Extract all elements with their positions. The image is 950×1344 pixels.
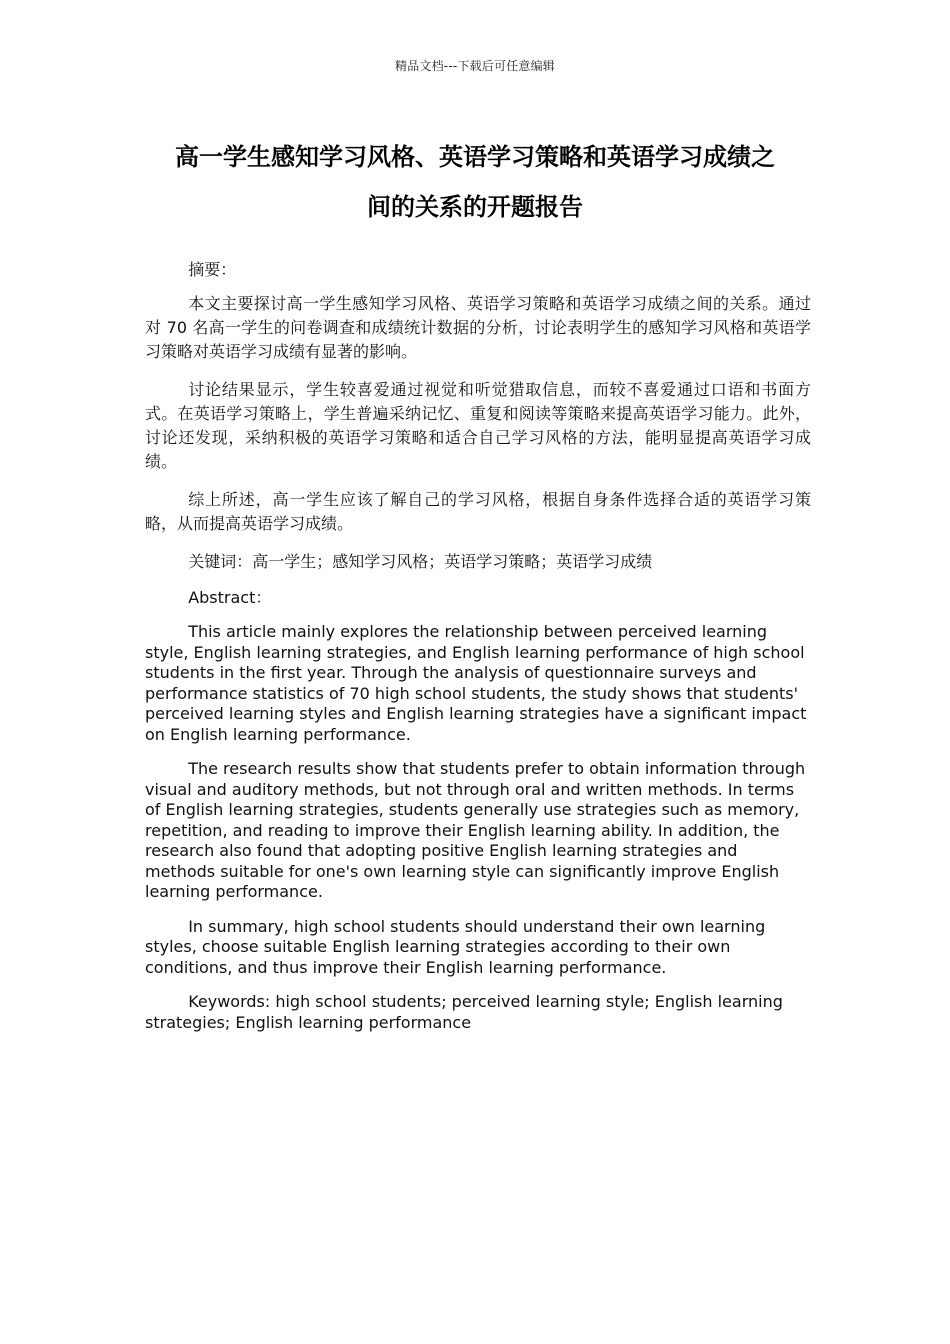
keywords-en: Keywords: high school students; perceived learning style; English learning strategies; English learning performance <box>145 992 783 1032</box>
title-line-2: 间的关系的开题报告 <box>367 193 583 221</box>
document-body <box>145 258 811 1047</box>
abstract-cn-paragraph-2: 讨论结果显示，学生较喜爱通过视觉和听觉猎取信息，而较不喜爱通过口语和书面方式。在英语学习策略上，学生普遍采纳记忆、重复和阅读等策略来提高英语学习能力。此外，讨论还发现，采纳积极的英语学习策略和适合自己学习风格的方法，能明显提高英语学习成绩。 <box>145 380 811 471</box>
abstract-cn-label: 摘要： <box>188 260 237 279</box>
page-header: 精品文档---下载后可任意编辑 <box>395 59 555 73</box>
document-title <box>120 132 830 232</box>
abstract-cn-paragraph-3: 综上所述，高一学生应该了解自己的学习风格，根据自身条件选择合适的英语学习策略，从而提高英语学习成绩。 <box>145 490 811 533</box>
abstract-en-paragraph-3: In summary, high school students should understand their own learning styles, choose suitable English learning strategies according to their own conditions, and thus improve their English learning performance. <box>145 916 766 977</box>
keywords-cn: 关键词：高一学生；感知学习风格；英语学习策略；英语学习成绩 <box>188 552 653 571</box>
abstract-en-paragraph-2: The research results show that students prefer to obtain information through visual and auditory methods, but not through oral and written methods. In terms of English learning strategies, students generally use strategies such as memory, repetition, and reading to improve their English learning ability. In addition, the research also found that adopting positive English learning strategies and methods suitable for one's own learning style can significantly improve English learning performance. <box>145 759 806 901</box>
abstract-cn-paragraph-1: 本文主要探讨高一学生感知学习风格、英语学习策略和英语学习成绩之间的关系。通过对 70 名高一学生的问卷调查和成绩统计数据的分析，讨论表明学生的感知学习风格和英语学习策略对英语学习成绩有显著的影响。 <box>145 294 811 361</box>
abstract-en-paragraph-1: This article mainly explores the relationship between perceived learning style, English learning strategies, and English learning performance of high school students in the first year. Through the analysis of questionnaire surveys and performance statistics of 70 high school students, the study shows that students' perceived learning styles and English learning strategies have a significant impact on English learning performance. <box>145 622 807 744</box>
title-line-1: 高一学生感知学习风格、英语学习策略和英语学习成绩之 <box>175 143 775 171</box>
abstract-en-label: Abstract： <box>188 588 272 607</box>
